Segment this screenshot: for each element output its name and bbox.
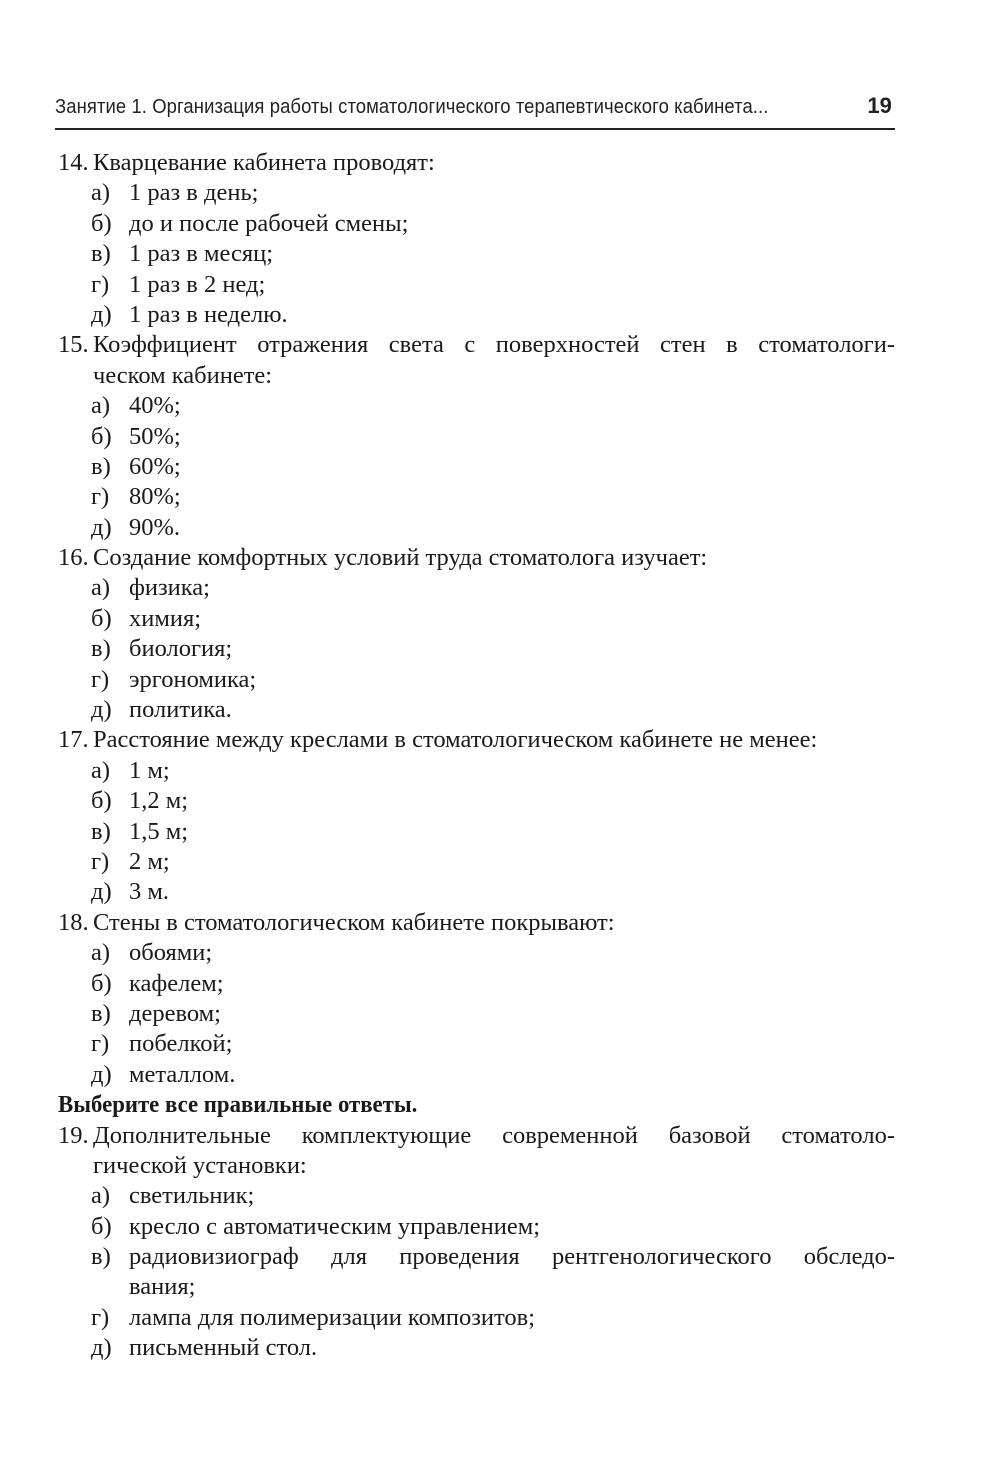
- option-b: [0, 209, 1000, 239]
- question-number: 19.: [58, 1121, 89, 1149]
- option-letter: б): [91, 1212, 112, 1240]
- option-a: [0, 178, 1000, 208]
- option-letter: а): [91, 756, 111, 784]
- option-g: [0, 847, 1000, 877]
- question-15: [0, 330, 1000, 360]
- option-v: [0, 999, 1000, 1029]
- option-text: светильник;: [129, 1182, 255, 1210]
- option-g: [0, 270, 1000, 300]
- option-g: [0, 1303, 1000, 1333]
- option-letter: а): [91, 179, 111, 207]
- running-header: [55, 92, 895, 130]
- option-text: 1 раз в 2 нед;: [129, 270, 266, 298]
- option-a: [0, 938, 1000, 968]
- option-letter: б): [91, 209, 112, 237]
- option-text: 1 м;: [129, 756, 170, 784]
- option-letter: г): [91, 665, 110, 693]
- option-text-continuation: вания;: [129, 1273, 196, 1301]
- option-text: деревом;: [129, 999, 221, 1027]
- option-text: 1 раз в день;: [129, 179, 259, 207]
- option-g: [0, 1029, 1000, 1059]
- option-letter: г): [91, 1303, 110, 1331]
- option-letter: в): [91, 999, 111, 1027]
- option-d: [0, 513, 1000, 543]
- question-19-continuation: [0, 1151, 1000, 1181]
- option-letter: а): [91, 574, 111, 602]
- option-text: 80%;: [129, 483, 181, 511]
- option-d: [0, 877, 1000, 907]
- option-letter: б): [91, 422, 112, 450]
- option-v: [0, 634, 1000, 664]
- option-text: металлом.: [129, 1060, 236, 1088]
- option-text: эргономика;: [129, 665, 257, 693]
- option-letter: б): [91, 787, 112, 815]
- option-text: кафелем;: [129, 969, 224, 997]
- question-text: Дополнительные комплектующие современной базовой стоматоло-: [93, 1121, 895, 1149]
- option-text: 1,5 м;: [129, 817, 189, 845]
- option-d: [0, 1333, 1000, 1363]
- option-b: [0, 1212, 1000, 1242]
- option-letter: а): [91, 392, 111, 420]
- option-letter: д): [91, 1334, 112, 1362]
- option-letter: г): [91, 1030, 110, 1058]
- question-14: [0, 148, 1000, 178]
- option-g: [0, 482, 1000, 512]
- page-number: 19: [867, 93, 892, 118]
- option-text: 60%;: [129, 452, 181, 480]
- option-text: 1 раз в неделю.: [129, 300, 288, 328]
- question-number: 15.: [58, 331, 89, 359]
- question-text: Коэффициент отражения света с поверхностей стен в стоматологи-: [93, 331, 895, 359]
- question-text: Создание комфортных условий труда стоматолога изучает:: [93, 544, 708, 572]
- question-text: Расстояние между креслами в стоматологическом кабинете не менее:: [93, 726, 818, 754]
- question-text-continuation: гической установки:: [93, 1151, 307, 1179]
- option-text: лампа для полимеризации композитов;: [129, 1303, 536, 1331]
- option-text: радиовизиограф для проведения рентгенологического обследо-: [129, 1243, 895, 1271]
- question-18: [0, 908, 1000, 938]
- option-b: [0, 786, 1000, 816]
- option-letter: б): [91, 969, 112, 997]
- question-number: 16.: [58, 544, 89, 572]
- option-v: [0, 239, 1000, 269]
- option-b: [0, 969, 1000, 999]
- option-text: 3 м.: [129, 878, 170, 906]
- question-text-continuation: ческом кабинете:: [93, 361, 273, 389]
- instruction-line: [0, 1090, 1000, 1120]
- option-v: [0, 817, 1000, 847]
- option-letter: г): [91, 847, 110, 875]
- option-letter: а): [91, 939, 111, 967]
- question-number: 14.: [58, 149, 89, 176]
- option-text: 1 раз в месяц;: [129, 240, 274, 268]
- option-text: химия;: [129, 604, 202, 632]
- option-letter: д): [91, 300, 112, 328]
- instruction-heading: Выберите все правильные ответы.: [58, 1091, 418, 1119]
- option-letter: в): [91, 452, 111, 480]
- page-content: [0, 148, 1000, 1364]
- option-text: 2 м;: [129, 847, 170, 875]
- question-text: Стены в стоматологическом кабинете покрывают:: [93, 908, 615, 936]
- option-text: кресло с автоматическим управлением;: [129, 1212, 541, 1240]
- option-d: [0, 1060, 1000, 1090]
- option-a: [0, 391, 1000, 421]
- option-text: письменный стол.: [129, 1334, 318, 1362]
- option-text: побелкой;: [129, 1030, 233, 1058]
- option-text: биология;: [129, 635, 233, 663]
- option-letter: в): [91, 635, 111, 663]
- option-a: [0, 573, 1000, 603]
- option-text: 50%;: [129, 422, 181, 450]
- question-text: Кварцевание кабинета проводят:: [93, 149, 435, 176]
- option-text: до и после рабочей смены;: [129, 209, 409, 237]
- question-number: 17.: [58, 726, 89, 754]
- option-text: физика;: [129, 574, 210, 602]
- option-text: обоями;: [129, 939, 213, 967]
- question-17: [0, 725, 1000, 755]
- question-16: [0, 543, 1000, 573]
- option-a: [0, 756, 1000, 786]
- option-letter: а): [91, 1182, 111, 1210]
- option-letter: г): [91, 483, 110, 511]
- option-text: политика.: [129, 696, 232, 724]
- option-letter: в): [91, 240, 111, 268]
- option-a: [0, 1181, 1000, 1211]
- option-v: [0, 1242, 1000, 1272]
- option-letter: д): [91, 513, 112, 541]
- question-number: 18.: [58, 908, 89, 936]
- question-15-continuation: [0, 361, 1000, 391]
- option-letter: д): [91, 1060, 112, 1088]
- option-text: 1,2 м;: [129, 787, 189, 815]
- option-letter: д): [91, 878, 112, 906]
- option-letter: б): [91, 604, 112, 632]
- running-header-title: Занятие 1. Организация работы стоматологического терапевтического кабинета...: [55, 95, 769, 118]
- option-v: [0, 452, 1000, 482]
- option-d: [0, 695, 1000, 725]
- question-19: [0, 1121, 1000, 1151]
- option-b: [0, 422, 1000, 452]
- option-d: [0, 300, 1000, 330]
- option-letter: в): [91, 1243, 111, 1271]
- option-letter: г): [91, 270, 110, 298]
- option-letter: в): [91, 817, 111, 845]
- option-g: [0, 665, 1000, 695]
- option-v-continuation: [0, 1272, 1000, 1302]
- option-b: [0, 604, 1000, 634]
- option-text: 40%;: [129, 392, 181, 420]
- option-text: 90%.: [129, 513, 181, 541]
- option-letter: д): [91, 696, 112, 724]
